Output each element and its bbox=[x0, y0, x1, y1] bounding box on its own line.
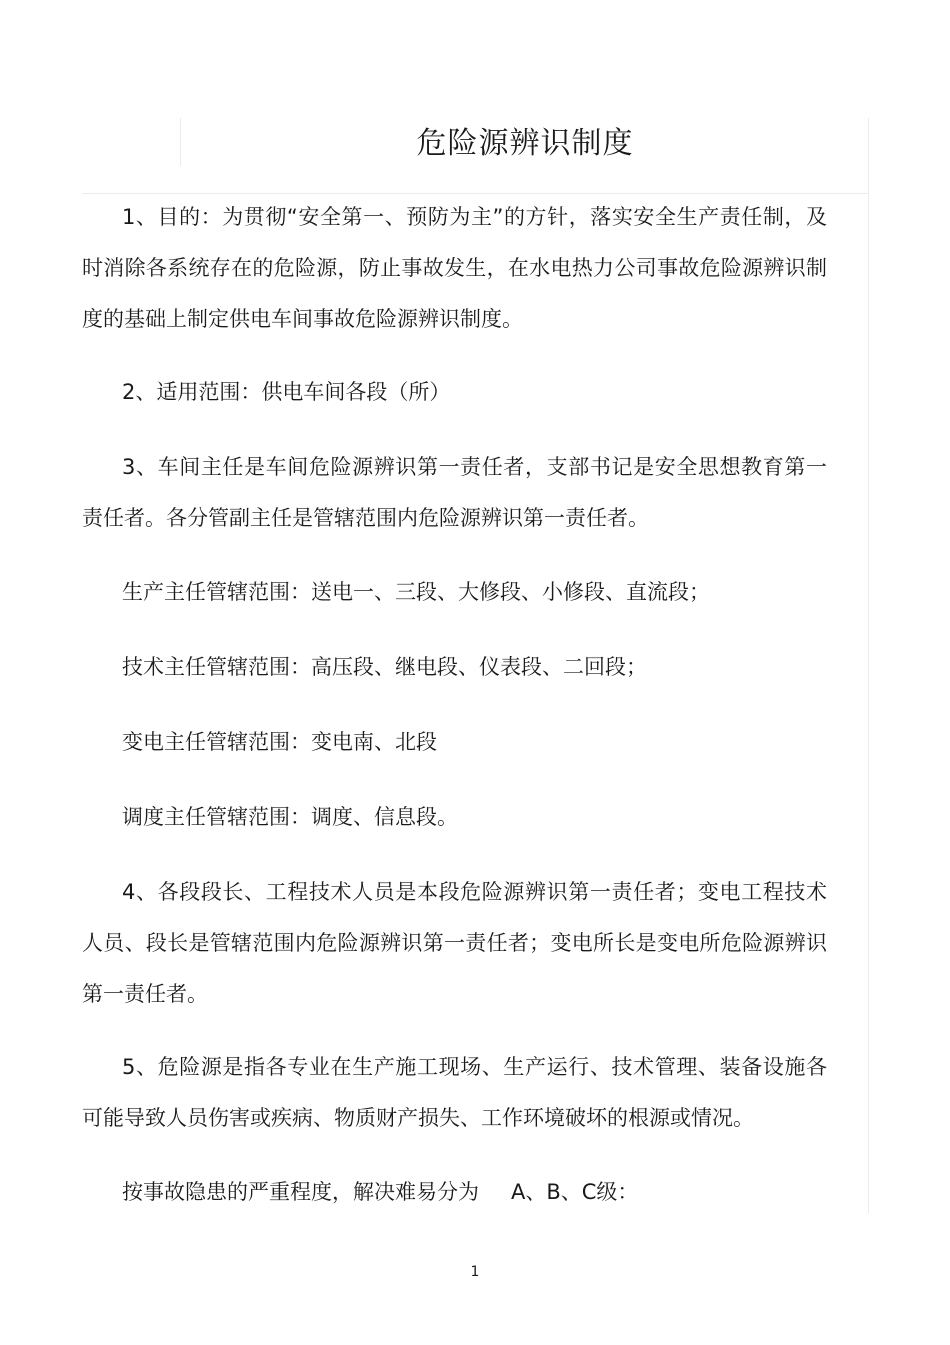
paragraph-scope: 2、适用范围：供电车间各段（所） bbox=[122, 380, 451, 404]
paragraph-dispatch-scope: 调度主任管辖范围：调度、信息段。 bbox=[122, 805, 458, 829]
paragraph-grade-intro bbox=[82, 1167, 827, 1218]
paragraph-substation-scope: 变电主任管辖范围：变电南、北段 bbox=[122, 730, 437, 754]
page-number: 1 bbox=[470, 1264, 480, 1280]
frame-right bbox=[868, 118, 869, 1213]
paragraph-section-chiefs: 4、各段段长、工程技术人员是本段危险源辨识第一责任者；变电工程技术人员、段长是管辖范围内危险源辨识第一责任者；变电所长是变电所危险源辨识第一责任者。 bbox=[82, 880, 827, 1006]
paragraph-production-scope: 生产主任管辖范围：送电一、三段、大修段、小修段、直流段； bbox=[122, 580, 710, 604]
paragraph-responsibility: 3、车间主任是车间危险源辨识第一责任者，支部书记是安全思想教育第一责任者。各分管副主任是管辖范围内危险源辨识第一责任者。 bbox=[82, 455, 827, 530]
paragraph-technical-scope: 技术主任管辖范围：高压段、继电段、仪表段、二回段； bbox=[122, 655, 647, 679]
document-title: 危险源辨识制度 bbox=[416, 126, 634, 161]
grade-intro-text: 按事故隐患的严重程度，解决难易分为 bbox=[122, 1180, 479, 1204]
paragraph-hazard-definition: 5、危险源是指各专业在生产施工现场、生产运行、技术管理、装备设施各可能导致人员伤害或疾病、物质财产损失、工作环境破坏的根源或情况。 bbox=[82, 1055, 827, 1130]
grade-levels: A、B、C级： bbox=[511, 1180, 639, 1204]
paragraph-purpose: 1、目的：为贯彻“安全第一、预防为主”的方针，落实安全生产责任制，及时消除各系统存在的危险源，防止事故发生，在水电热力公司事故危险源辨识制度的基础上制定供电车间事故危险源辨识制度。 bbox=[82, 205, 827, 331]
